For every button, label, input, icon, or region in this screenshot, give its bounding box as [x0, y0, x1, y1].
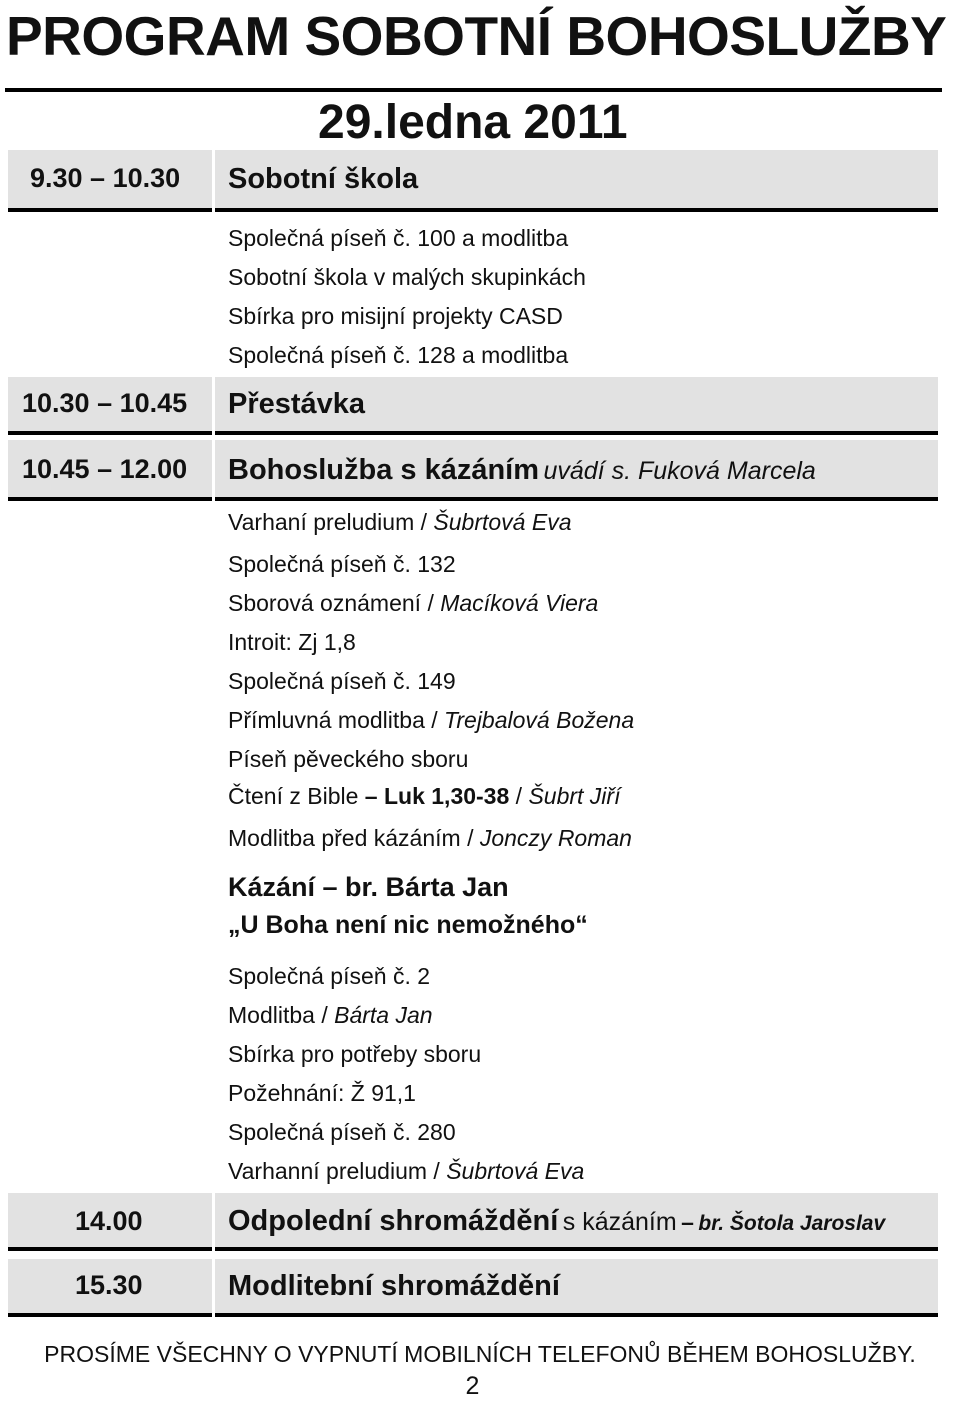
date-heading: 29.ledna 2011 [318, 96, 628, 149]
program-item [228, 1158, 584, 1185]
program-item [228, 509, 572, 536]
section-mid: s kázáním [562, 1208, 677, 1236]
program-item [228, 1002, 433, 1029]
band-divider [212, 440, 215, 501]
program-item [228, 783, 620, 810]
band-divider [212, 1259, 215, 1317]
section-time: 15.30 [75, 1270, 143, 1300]
item-text: Modlitba před kázáním / [228, 825, 480, 851]
item-person: Šubrt Jiří [528, 783, 621, 809]
program-item: Společná píseň č. 149 [228, 668, 456, 694]
item-person: Šubrtová Eva [446, 1158, 585, 1184]
item-person: Macíková Viera [440, 590, 599, 616]
item-text: Varhanní preludium / [228, 1158, 447, 1184]
program-item: Sobotní škola v malých skupinkách [228, 264, 586, 290]
item-text: Varhaní preludium / [228, 509, 434, 535]
program-item: Píseň pěveckého sboru [228, 746, 469, 772]
section-heading [228, 454, 816, 487]
item-person: Bárta Jan [334, 1002, 433, 1028]
bible-reference: – Luk 1,30-38 [364, 783, 510, 809]
band-divider [212, 1193, 215, 1251]
item-text: Sborová oznámení / [228, 590, 441, 616]
program-item: Společná píseň č. 128 a modlitba [228, 342, 569, 368]
item-text: Čtení z Bible [228, 783, 365, 809]
footer-notice: PROSÍME VŠECHNY O VYPNUTÍ MOBILNÍCH TELEFONŮ BĚHEM BOHOSLUŽBY. [44, 1341, 916, 1367]
program-item [228, 707, 634, 734]
program-item: Sbírka pro potřeby sboru [228, 1041, 482, 1067]
section-title: Modlitební shromáždění [228, 1270, 560, 1302]
section-time: 9.30 – 10.30 [30, 163, 181, 193]
section-dash: – [681, 1209, 694, 1235]
program-item: Společná píseň č. 2 [228, 963, 431, 989]
section-title: Bohoslužba s kázáním [228, 454, 540, 486]
program-item: Společná píseň č. 280 [228, 1119, 456, 1145]
item-person: Trejbalová Božena [444, 707, 635, 733]
program-item [228, 825, 632, 852]
program-item: Sbírka pro misijní projekty CASD [228, 303, 563, 329]
item-separator: / [509, 783, 529, 809]
section-heading [228, 1205, 885, 1238]
page-number: 2 [465, 1372, 480, 1400]
section-time: 10.45 – 12.00 [22, 454, 188, 484]
program-item [228, 590, 598, 617]
sermon-title: „U Boha není nic nemožného“ [228, 911, 588, 939]
program-item: Introit: Zj 1,8 [228, 629, 356, 655]
program-item: Požehnání: Ž 91,1 [228, 1080, 416, 1106]
section-time: 10.30 – 10.45 [22, 388, 188, 418]
section-note: br. Šotola Jaroslav [698, 1212, 886, 1235]
band-divider [212, 377, 215, 435]
title-rule [5, 88, 942, 92]
item-text: Modlitba / [228, 1002, 335, 1028]
item-person: Jonczy Roman [479, 825, 632, 851]
item-text: Přímluvná modlitba / [228, 707, 445, 733]
section-title: Přestávka [228, 388, 366, 420]
section-time: 14.00 [75, 1206, 143, 1236]
item-person: Šubrtová Eva [433, 509, 572, 535]
program-item: Společná píseň č. 100 a modlitba [228, 225, 569, 251]
page-title: PROGRAM SOBOTNÍ BOHOSLUŽBY [6, 5, 947, 67]
program-item: Společná píseň č. 132 [228, 551, 456, 577]
sermon-speaker: Kázání – br. Bárta Jan [228, 872, 509, 902]
section-note: uvádí s. Fuková Marcela [543, 457, 816, 485]
band-divider [212, 150, 215, 212]
section-title: Sobotní škola [228, 163, 419, 195]
section-title: Odpolední shromáždění [228, 1205, 559, 1237]
